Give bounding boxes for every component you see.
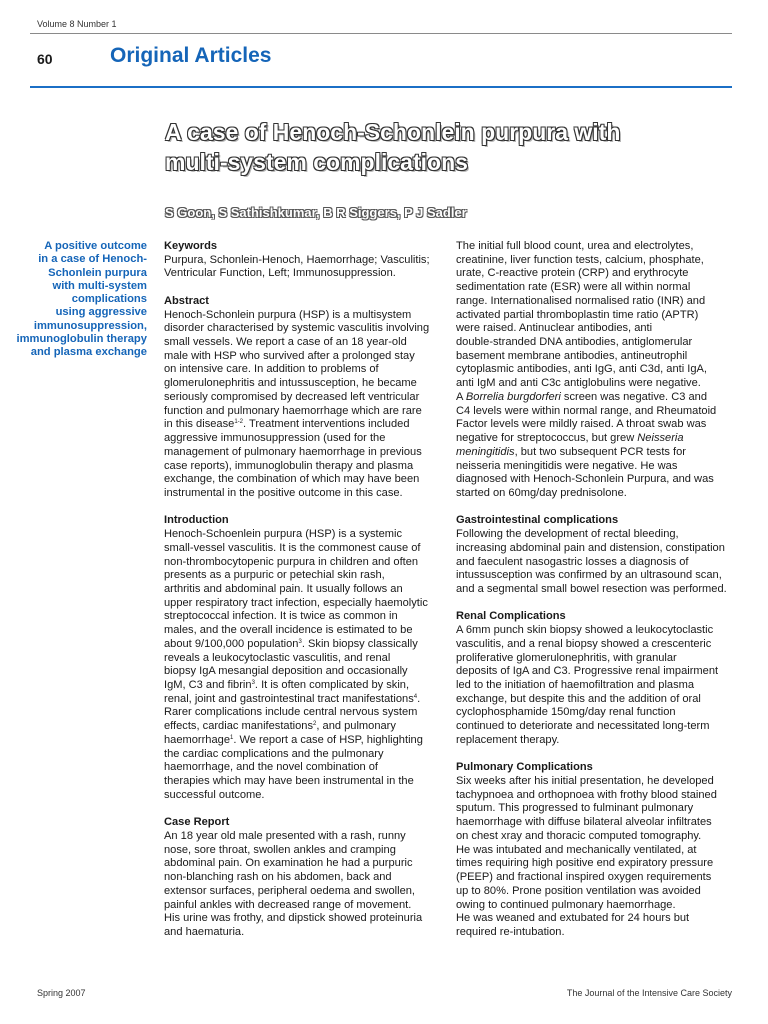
results-line: creatinine, liver function tests, calcium, phosphate, (456, 253, 704, 266)
results-line: Factor levels were mildly raised. A throat swab was (456, 418, 707, 431)
pulmonary-line: tachypnoea and orthopnoea with frothy blood stained (456, 788, 717, 801)
article-title-line: multi-system complications (165, 149, 468, 175)
case-report-line: abdominal pain. On examination he had a purpuric (164, 857, 413, 870)
introduction-line (164, 693, 446, 707)
results-line-text: screen was negative. C3 and (560, 390, 707, 403)
case-report-line: nose, sore throat, swollen ankles and cramping (164, 843, 396, 856)
article-authors: S Goon, S Sathishkumar, B R Siggers, P J Sadler (165, 205, 467, 220)
results-line: cytoplasmic antibodies, anti IgG, anti C3d, anti IgA, (456, 363, 707, 376)
pulmonary-line: sputum. This progressed to fulminant pulmonary (456, 802, 694, 815)
footer-date: Spring 2007 (37, 988, 86, 998)
gastrointestinal-line: intussusception was confirmed by an ultrasound scan, (456, 569, 722, 582)
renal-line: proliferative glomerulonephritis, with granular (456, 651, 677, 664)
introduction-line: reveals a leukocytoclastic vasculitis, and renal (164, 651, 391, 664)
sidebar-line: Schonlein purpura (48, 266, 147, 279)
results-line: urate, C-reactive protein (CRP) and erythrocyte (456, 267, 689, 280)
results-line: started on 60mg/day prednisolone. (456, 486, 627, 499)
case-report-line: and haematuria. (164, 925, 245, 938)
results-line: C4 levels were within normal range, and Rheumatoid (456, 404, 717, 417)
volume-issue: Volume 8 Number 1 (37, 19, 117, 29)
reference-marker: 1-2 (234, 419, 243, 426)
reference-marker: 2 (313, 721, 317, 728)
introduction-line-text: . (417, 692, 421, 705)
renal-line: deposits of IgA and C3. Progressive renal impairment (456, 665, 719, 678)
pulmonary-line: Six weeks after his initial presentation, he developed (456, 775, 714, 788)
introduction-line: upper respiratory tract infection, especially haemolytic (164, 596, 428, 609)
organism-name: Borrelia burgdorferi (465, 390, 561, 403)
introduction-line: presents as a purpuric or petechial skin rash, (164, 569, 385, 582)
introduction-line: males, and the overall incidence is estimated to be (164, 624, 413, 637)
introduction-line-text: IgM, C3 and fibrin (164, 679, 252, 691)
case-report-line: His urine was frothy, and dipstick showed proteinuria (164, 912, 423, 925)
footer-journal: The Journal of the Intensive Care Society (566, 988, 732, 998)
sidebar-line: with multi-system (52, 279, 147, 292)
reference-marker: 1 (230, 734, 234, 741)
results-line: diagnosed with Henoch-Schonlein Purpura, and was (456, 473, 714, 486)
introduction-line: successful outcome. (164, 788, 265, 801)
abstract-line: male with HSP who survived after a prolonged stay (164, 349, 415, 362)
abstract-line: function and pulmonary haemorrhage which are rare (164, 404, 422, 417)
abstract-line: management of pulmonary haemorrhage in previous (164, 445, 422, 458)
abstract-line: glomerulonephritis and intussusception, he became (164, 377, 417, 390)
abstract-line: case reports), immunoglobulin therapy and plasma (164, 459, 414, 472)
results-line (456, 432, 738, 446)
results-line-text: negative for streptococcus, but grew (456, 432, 638, 445)
introduction-line: non-thrombocytopenic purpura in children and often (164, 555, 419, 568)
pulmonary-line: (PEEP) and fractional inspired oxygen requirements (456, 871, 712, 884)
pulmonary-line: required re-intubation. (456, 925, 565, 938)
organism-name: meningitidis (456, 445, 515, 458)
reference-marker: 3 (298, 638, 302, 645)
abstract-line: aggressive immunosuppression (used for the (164, 432, 386, 445)
top-rule (30, 33, 732, 34)
introduction-line: streptococcal infection. It is twice as common in (164, 610, 398, 623)
abstract-line-text: in this disease (164, 418, 235, 431)
introduction-line-text: . Skin biopsy classically (301, 637, 418, 650)
case-report-line: An 18 year old male presented with a rash, runny (164, 829, 406, 842)
reference-marker: 4 (413, 693, 418, 700)
pulmonary-line: on chest xray and thoracic computed tomography. (456, 829, 702, 842)
page-number: 60 (37, 51, 53, 67)
results-line (456, 446, 738, 460)
pulmonary-heading: Pulmonary Complications (456, 761, 593, 774)
body-column-left (164, 240, 446, 940)
abstract-line: instrumental in the positive outcome in this case. (164, 486, 403, 499)
case-report-heading: Case Report (164, 816, 230, 829)
pulmonary-line: He was intubated and mechanically ventilated, at (456, 843, 697, 856)
section-title: Original Articles (110, 44, 272, 67)
renal-line: vasculitis, and a renal biopsy showed a crescenteric (456, 637, 712, 650)
renal-line: replacement therapy. (456, 733, 560, 746)
introduction-line-text: effects, cardiac manifestations (164, 720, 314, 733)
results-line (456, 391, 738, 405)
abstract-line: disorder characterised by systemic vasculitis involving (164, 322, 430, 335)
introduction-line: small-vessel vasculitis. It is the commonest cause of (164, 541, 421, 554)
abstract-heading: Abstract (164, 294, 210, 307)
introduction-line (164, 720, 446, 734)
abstract-line (164, 418, 446, 432)
introduction-line-text: about 9/100,000 population (164, 637, 299, 650)
results-line: activated partial thromboplastin time ratio (APTR) (456, 308, 699, 321)
results-line: range. Internationalised normalised ratio (INR) and (456, 294, 706, 307)
introduction-line-text: . It is often complicated by skin, (254, 679, 410, 691)
renal-heading: Renal Complications (456, 610, 566, 623)
introduction-line (164, 734, 446, 748)
pulmonary-line: times requiring high positive end expiratory pressure (456, 857, 714, 870)
introduction-line: the cardiac complications and the pulmonary (164, 747, 384, 760)
keywords-line: Purpura, Schonlein-Henoch, Haemorrhage; Vasculitis; (164, 253, 430, 266)
results-line-text: A (456, 390, 466, 403)
keywords-heading: Keywords (164, 240, 218, 252)
keywords-line: Ventricular Function, Left; Immunosuppression. (164, 267, 396, 280)
gastrointestinal-heading: Gastrointestinal complications (456, 514, 619, 527)
abstract-line: small vessels. We report a case of an 18 year-old (164, 336, 407, 349)
results-line-text: , but two subsequent PCR tests for (514, 445, 687, 458)
results-line: double-stranded DNA antibodies, antiglomerular (456, 336, 693, 349)
renal-line: cyclophosphamide 150mg/day renal function (456, 706, 676, 719)
introduction-line-text: haemorrhage (164, 733, 230, 746)
gastrointestinal-line: and a segmental small bowel resection was performed. (456, 582, 727, 595)
case-report-line: extensor surfaces, peripheral oedema and swollen, (164, 884, 415, 897)
sidebar-line: immunosuppression, (33, 319, 147, 332)
pulmonary-line: up to 80%. Prone position ventilation was avoided (456, 884, 701, 897)
abstract-line: Henoch-Schonlein purpura (HSP) is a multisystem (164, 308, 412, 321)
results-line: basement membrane antibodies, antineutrophil (456, 349, 688, 362)
introduction-line: Henoch-Schoenlein purpura (HSP) is a systemic (164, 528, 403, 541)
abstract-line-text: . Treatment interventions included (242, 418, 410, 431)
renal-line: led to the initiation of haemofiltration and plasma (456, 679, 695, 691)
article-title-line: A case of Henoch-Schonlein purpura with (165, 119, 621, 145)
gastrointestinal-line: Following the development of rectal bleeding, (456, 528, 679, 541)
article-title (165, 117, 725, 177)
introduction-line: therapies which may have been instrumental in the (164, 775, 414, 788)
introduction-line: haemorrhage, and the novel combination of (164, 761, 379, 774)
abstract-line: seriously compromised by decreased left ventricular (164, 390, 420, 403)
renal-line: exchange, but despite this and the addition of oral (456, 692, 701, 705)
introduction-line: arthritis and abdominal pain. It usually follows an (164, 582, 403, 595)
abstract-line: exchange, the combination of which may have been (164, 473, 420, 486)
sidebar-line: A positive outcome (44, 240, 147, 252)
reference-marker: 3 (251, 680, 255, 686)
results-line: were raised. Antinuclear antibodies, anti (456, 322, 653, 335)
case-report-line: non-blanching rash on his abdomen, back and (164, 871, 392, 884)
sidebar-line: complications (71, 293, 147, 306)
gastrointestinal-line: increasing abdominal pain and distension, constipation (456, 541, 725, 554)
pulmonary-line: owing to continued pulmonary haemorrhage. (456, 898, 676, 911)
case-report-line: painful ankles with decreased range of movement. (164, 898, 412, 911)
body-column-right (456, 240, 738, 940)
sidebar-line: using aggressive (55, 306, 147, 319)
organism-name: Neisseria (637, 432, 684, 445)
renal-line: continued to deteriorate and necessitated long-term (456, 720, 710, 733)
results-line: anti IgM and anti C3c antiglobulins were negative. (456, 377, 701, 390)
abstract-line: on intensive care. In addition to problems of (164, 363, 379, 376)
introduction-line-text: , and pulmonary (316, 720, 396, 733)
introduction-line-text: renal, joint and gastrointestinal tract manifestations (164, 692, 414, 705)
results-line: neisseria meningitidis were negative. He was (456, 459, 678, 472)
sidebar-line: immunoglobulin therapy (16, 333, 147, 346)
introduction-line: Rarer complications include central nervous system (164, 706, 418, 719)
section-rule (30, 86, 732, 88)
renal-line: A 6mm punch skin biopsy showed a leukocytoclastic (456, 624, 714, 637)
introduction-line (164, 679, 446, 693)
summary-sidebar (14, 240, 147, 360)
sidebar-line: in a case of Henoch- (38, 253, 147, 266)
sidebar-line: and plasma exchange (30, 346, 147, 359)
results-line: The initial full blood count, urea and electrolytes, (456, 240, 694, 252)
pulmonary-line: He was weaned and extubated for 24 hours but (456, 912, 690, 925)
introduction-line-text: . We report a case of HSP, highlighting (233, 733, 423, 746)
introduction-line: biopsy IgA mesangial deposition and occasionally (164, 665, 408, 678)
gastrointestinal-line: and faeculent nasogastric losses a diagnosis of (456, 555, 689, 568)
results-line: sedimentation rate (ESR) were all within normal (456, 281, 691, 294)
pulmonary-line: haemorrhage with diffuse bilateral alveolar infiltrates (456, 816, 712, 829)
introduction-line (164, 638, 446, 652)
introduction-heading: Introduction (164, 514, 229, 527)
